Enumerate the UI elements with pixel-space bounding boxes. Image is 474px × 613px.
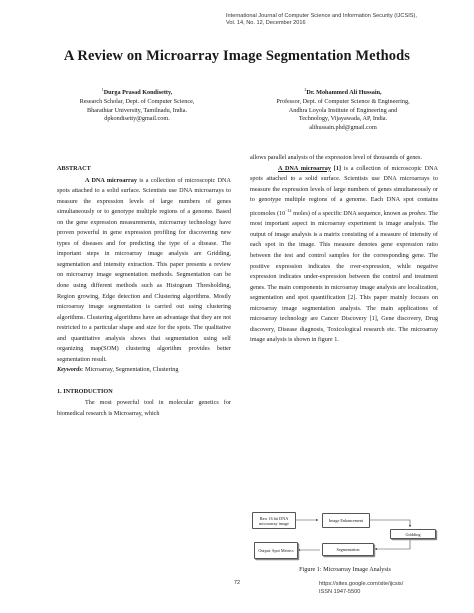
issn: ISSN 1947-5500: [319, 588, 361, 595]
author-2-name: Dr. Mohammed Ali Hussain,: [306, 89, 382, 97]
author-1-email: dpkondisetty@gmail.com.: [104, 115, 170, 123]
author-2-affiliation: Professor, Dept. of Computer Science & Engineering,: [276, 97, 410, 105]
keywords-text: : Microarray, Segmentation, Clustering: [81, 366, 179, 374]
exponent: −12: [285, 207, 292, 213]
page-number: 72: [233, 580, 241, 586]
keywords: [57, 365, 231, 376]
journal-header: [226, 13, 446, 27]
arrow-gridding-to-segmentation: [375, 538, 410, 549]
introduction-heading: 1. INTRODUCTION: [57, 387, 113, 395]
right-paragraph-2-a: is a collection of microscopic DNA spots attached to a solid surface. Scientists use DNA microarrays to measure the expression levels of large numbers of genes simultaneously or to genotype multiple regions of a genome. Each DNA spot contains picomoles (10: [250, 164, 439, 217]
abstract-heading: ABSTRACT: [57, 165, 91, 172]
output-spot-metrics-box: Output: Spot Metrics: [254, 542, 298, 559]
right-paragraph-2-b: moles) of a specific DNA sequence, known as: [293, 209, 408, 217]
author-2-email: alihussain.phd@gmail.com: [309, 124, 377, 132]
author-2-sup: 2: [304, 87, 307, 92]
abstract-body: is a collection of microscopic DNA spots attached to a solid surface. Scientists use DNA microarrays to measure the expression levels of large numbers of genes simultaneously or to genotype multiple regions of a genome. Based on the gene expression measurements, microarray technology have proven powerful in gene expression profiling for discovering new types of diseases and for predicting the type of a disease. The important steps in microarray image analysis are Gridding, segmentation and intensity extraction. This paper presents a review on microarray image segmentation methods. Segmentation can be done using different methods such as Histogram Thresholding, Region growing, Edge detection and Clustering algorithms. Mostly microarray image segmentation is carried out using clustering algorithms. Clustering algorithms have an advantage that they are not restricted to a particular shape and size for the spots. The qualitative and quantitative analysis shows that segmentation using self organizing map(SOM) clustering algorithm provides better segmentation result.: [57, 176, 231, 363]
figure-caption: Figure 1: Microarray Image Analysis: [299, 566, 391, 573]
introduction-text: The most powerful tool in molecular genetics for biomedical research is Microarray, which: [57, 399, 231, 418]
journal-header-line1: International Journal of Computer Science and Information Security (IJCSIS),: [226, 13, 417, 19]
microarray-analysis-diagram: [250, 510, 440, 562]
author-1-sup: 1: [101, 87, 104, 92]
paper-title: A Review on Microarray Image Segmentation Methods: [63, 48, 411, 64]
dna-microarray-term: A DNA microarray: [278, 164, 331, 172]
author-1-block: [42, 86, 232, 124]
author-2-location: Technology, Vijayawada, AP, India.: [298, 115, 388, 123]
enhancement-box: Image Enhancement: [322, 513, 370, 528]
author-1-affiliation: Research Scholar, Dept. of Computer Science,: [79, 97, 195, 105]
footer-info: [319, 581, 403, 596]
segmentation-box: Segmentation: [322, 543, 374, 556]
author-2-block: [248, 86, 438, 133]
right-paragraph-2-c: . The most important aspect in microarray experiment is image analysis. The output of image analysis is a matrix consisting of a measure of intensity of each spot in the image. This measure denotes gene expression ratio between the test and control samples for the corresponding gene. The positive expression indicates the over-expression, while negative expression indicates under-expression between the control and treatment genes. The main components in microarray image analysis are localization, segmentation and spot quantification [2]. This paper mainly focuses on microarray image segmentation analysis. The main applications of microarray technology are Cancer Discovery [1], Gene discovery, Drug discovery, Disease diagnosis, Toxicological research etc. The microarray image analysis is shown in figure 1.: [250, 209, 439, 344]
journal-url: https://sites.google.com/site/ijcsis/: [319, 581, 404, 587]
probes-term: probes: [408, 209, 426, 217]
author-2-institute: Andhra Loyola Institute of Engineering and: [288, 106, 398, 114]
abstract-text: [57, 176, 231, 366]
abstract-term: A DNA microarray: [85, 176, 137, 184]
journal-header-line2: Vol. 14, No. 12, December 2016: [226, 20, 306, 26]
right-paragraph-2: [250, 164, 438, 346]
arrow-enhancement-to-gridding: [370, 520, 410, 527]
left-column: [57, 164, 231, 420]
author-1-university: Bharathiar University, Tamilnadu, India.: [86, 106, 188, 114]
author-1-name: Durga Prasad Kondisetty,: [103, 89, 173, 97]
right-column: [250, 153, 438, 346]
raw-image-box: Raw 16 bit DNA microarray image: [252, 512, 296, 529]
gridding-box: Gridding: [390, 529, 436, 539]
ref-1: [1]: [333, 164, 342, 172]
right-paragraph-1: allows parallel analysis of the expression level of thousands of genes.: [250, 154, 423, 161]
keywords-label: Keywords: [57, 366, 82, 374]
